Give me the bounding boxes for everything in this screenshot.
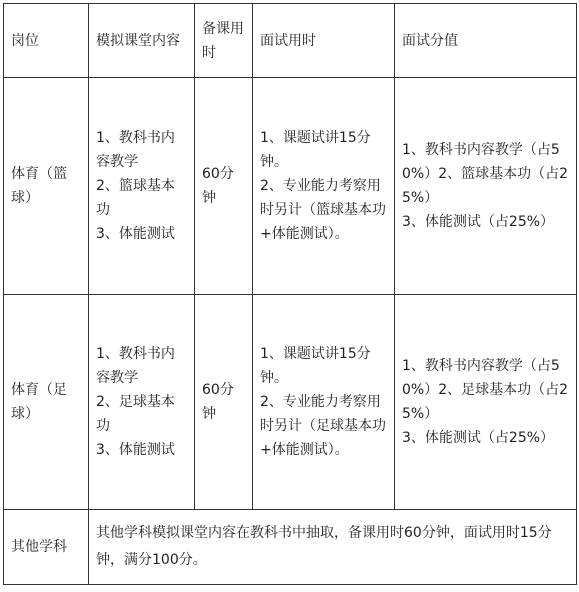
table-row-football [4, 295, 577, 510]
header-mock-content: 模拟课堂内容 [89, 4, 195, 78]
score-line: 3、体能测试（占25%） [402, 214, 555, 230]
header-prep-time: 备课用时 [195, 4, 253, 78]
interview-time-cell [253, 78, 395, 295]
position-cell: 体育（足球） [4, 295, 89, 510]
score-line: 1、教科书内容教学（占50%）2、篮球基本功（占25%） [402, 142, 569, 206]
exam-table [3, 3, 577, 585]
header-position: 岗位 [4, 4, 89, 78]
position-cell: 体育（篮球） [4, 78, 89, 295]
prep-time-cell: 60分钟 [195, 78, 253, 295]
interview-time-line: 2、专业能力考察用时另计（篮球基本功+体能测试）。 [260, 178, 386, 242]
interview-time-line: 2、专业能力考察用时另计（足球基本功+体能测试）。 [260, 394, 386, 458]
interview-time-line: 1、课题试讲15分钟。 [260, 346, 371, 386]
content-line: 3、体能测试 [96, 442, 175, 458]
content-cell [89, 78, 195, 295]
table-row-other [4, 510, 577, 585]
score-line: 3、体能测试（占25%） [402, 430, 555, 446]
score-cell [395, 295, 577, 510]
header-interview-score: 面试分值 [395, 4, 577, 78]
content-line: 1、教科书内容教学 [96, 130, 175, 170]
content-line: 2、足球基本功 [96, 394, 175, 434]
header-row [4, 4, 577, 78]
content-line: 1、教科书内容教学 [96, 346, 175, 386]
other-note-cell: 其他学科模拟课堂内容在教科书中抽取，备课用时60分钟，面试用时15分钟，满分100分。 [89, 510, 577, 585]
content-cell [89, 295, 195, 510]
header-interview-time: 面试用时 [253, 4, 395, 78]
score-line: 1、教科书内容教学（占50%）2、足球基本功（占25%） [402, 358, 569, 422]
interview-time-line: 1、课题试讲15分钟。 [260, 130, 371, 170]
interview-time-cell [253, 295, 395, 510]
table-row-basketball [4, 78, 577, 295]
other-label-cell: 其他学科 [4, 510, 89, 585]
content-line: 2、篮球基本功 [96, 178, 175, 218]
score-cell [395, 78, 577, 295]
content-line: 3、体能测试 [96, 226, 175, 242]
prep-time-cell: 60分钟 [195, 295, 253, 510]
